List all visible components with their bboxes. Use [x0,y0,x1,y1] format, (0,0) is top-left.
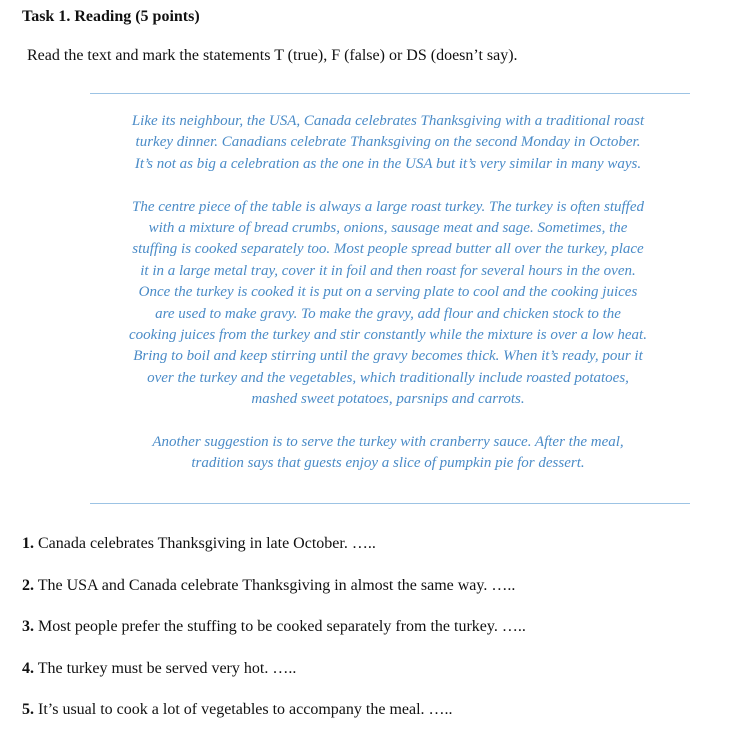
reading-line: turkey dinner. Canadians celebrate Thanksgiving on the second Monday in October. [135,134,641,151]
top-divider [90,93,690,94]
reading-passage [80,111,696,475]
reading-line: Another suggestion is to serve the turkey with cranberry sauce. After the meal, [152,434,624,451]
statement-number: 3. [22,618,34,635]
reading-paragraph-3 [80,432,696,475]
reading-line: The centre piece of the table is always a large roast turkey. The turkey is often stuffed [132,198,644,215]
reading-line: It’s not as big a celebration as the one in the USA but it’s very similar in many ways. [134,155,642,172]
statement-number: 1. [22,535,34,552]
reading-paragraph-1 [80,111,696,175]
task-instruction: Read the text and mark the statements T (true), F (false) or DS (doesn’t say). [27,47,518,64]
statement-item[interactable] [22,616,526,658]
bottom-divider [90,503,690,504]
statement-list [22,533,526,741]
task-title: Task 1. Reading (5 points) [22,8,200,25]
statement-text: The turkey must be served very hot. ….. [34,659,297,677]
statement-text: The USA and Canada celebrate Thanksgiving in almost the same way. ….. [34,576,516,594]
reading-line: cooking juices from the turkey and stir constantly while the mixture is over a low heat. [129,327,647,344]
statement-text: Most people prefer the stuffing to be cooked separately from the turkey. ….. [34,618,526,635]
reading-line: over the turkey and the vegetables, which traditionally include roasted potatoes, [147,369,629,386]
reading-line: it in a large metal tray, cover it in foil and then roast for several hours in the oven. [140,262,636,279]
reading-line: Like its neighbour, the USA, Canada celebrates Thanksgiving with a traditional roast [131,113,645,129]
statement-item[interactable] [22,575,526,617]
statement-item[interactable] [22,533,526,575]
reading-line: tradition says that guests enjoy a slice of pumpkin pie for dessert. [191,455,585,472]
reading-line: with a mixture of bread crumbs, onions, sausage meat and sage. Sometimes, the [148,220,628,237]
reading-line: Once the turkey is cooked it is put on a serving plate to cool and the cooking juices [138,284,638,301]
statement-item[interactable] [22,658,526,700]
reading-paragraph-2 [80,197,696,411]
statement-text: It’s usual to cook a lot of vegetables to accompany the meal. ….. [34,701,453,718]
reading-line: mashed sweet potatoes, parsnips and carrots. [251,391,525,408]
statement-number: 2. [22,576,34,594]
reading-line: Bring to boil and keep stirring until the gravy becomes thick. When it’s ready, pour it [133,348,643,365]
reading-line: are used to make gravy. To make the gravy, add flour and chicken stock to the [155,305,621,322]
statement-number: 5. [22,701,34,718]
statement-text: Canada celebrates Thanksgiving in late October. ….. [34,535,376,552]
statement-number: 4. [22,659,34,677]
statement-item[interactable] [22,699,526,741]
reading-line: stuffing is cooked separately too. Most people spread butter all over the turkey, place [132,241,644,258]
